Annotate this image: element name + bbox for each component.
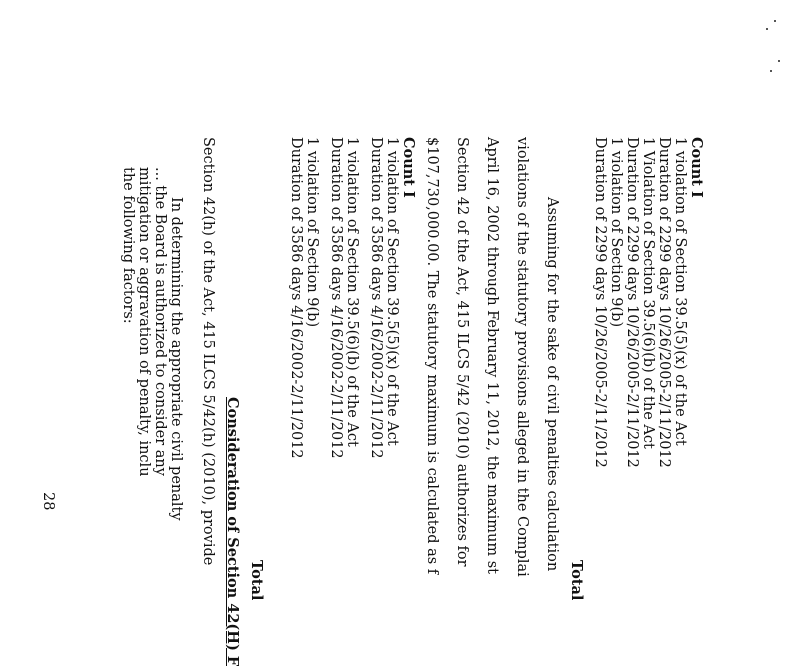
count-1-line-3: 1 Violation of Section 39.5(6)(b) of the Act [640,137,656,449]
assuming-line-1: Assuming for the sake of civil penalties calculation [544,197,560,572]
count-1-second-line-4: Duration of 3586 days 4/16/2002-2/11/2012 [328,137,344,459]
assuming-line-4: Section 42 of the Act, 415 ILCS 5/42 (2010) authorizes for [454,137,470,567]
count-1-second-heading: Count I [400,137,417,198]
assuming-line-5: $107,730,000.00. The statutory maximum is calculated as f [424,137,440,575]
scan-speck [774,20,776,22]
count-1-line-4: Duration of 2299 days 10/26/2005-2/11/2012 [624,137,640,468]
quote-line-3: mitigation or aggravation of penalty, inclu [136,167,152,477]
count-1-second-line-2: Duration of 3586 days 4/16/2002-2/11/2012 [368,137,384,459]
count-1-total-label: Total [568,560,585,601]
quote-line-1: In determining the appropriate civil penalty [168,197,184,521]
count-1-line-6: Duration of 2299 days 10/26/2005-2/11/2012 [592,137,608,468]
count-1-line-5: 1 violation of Section 9(b) [608,137,624,328]
scan-speck [766,28,768,30]
quote-line-4: the following factors: [120,167,136,324]
scan-speck [778,60,780,62]
assuming-line-2: violations of the statutory provisions alleged in the Complai [514,137,530,577]
count-1-line-1: 1 violation of Section 39.5(5)(x) of the Act [672,137,688,446]
count-1-second-line-6: Duration of 3586 days 4/16/2002-2/11/2012 [288,137,304,459]
assuming-line-3: April 16, 2002 through February 11, 2012, the maximum st [484,137,500,574]
quote-line-2: ... the Board is authorized to consider any [152,167,168,476]
section-42h-line: Section 42(h) of the Act, 415 ILCS 5/42(h) (2010), provide [200,137,216,566]
count-1-line-2: Duration of 2299 days 10/26/2005-2/11/2012 [656,137,672,468]
count-1-second-line-1: 1 violation of Section 39.5(5)(x) of the Act [384,137,400,446]
count-1-second-total-label: Total [248,560,265,601]
count-1-second-line-3: 1 violation of Section 39.5(6)(b) of the Act [344,137,360,447]
page-number: 28 [40,492,56,511]
scan-speck [770,70,772,72]
consideration-heading: Consideration of Section 42(H) F [224,397,241,666]
count-1-second-line-5: 1 violation of Section 9(b) [304,137,320,328]
count-1-heading: Count I [688,137,705,198]
